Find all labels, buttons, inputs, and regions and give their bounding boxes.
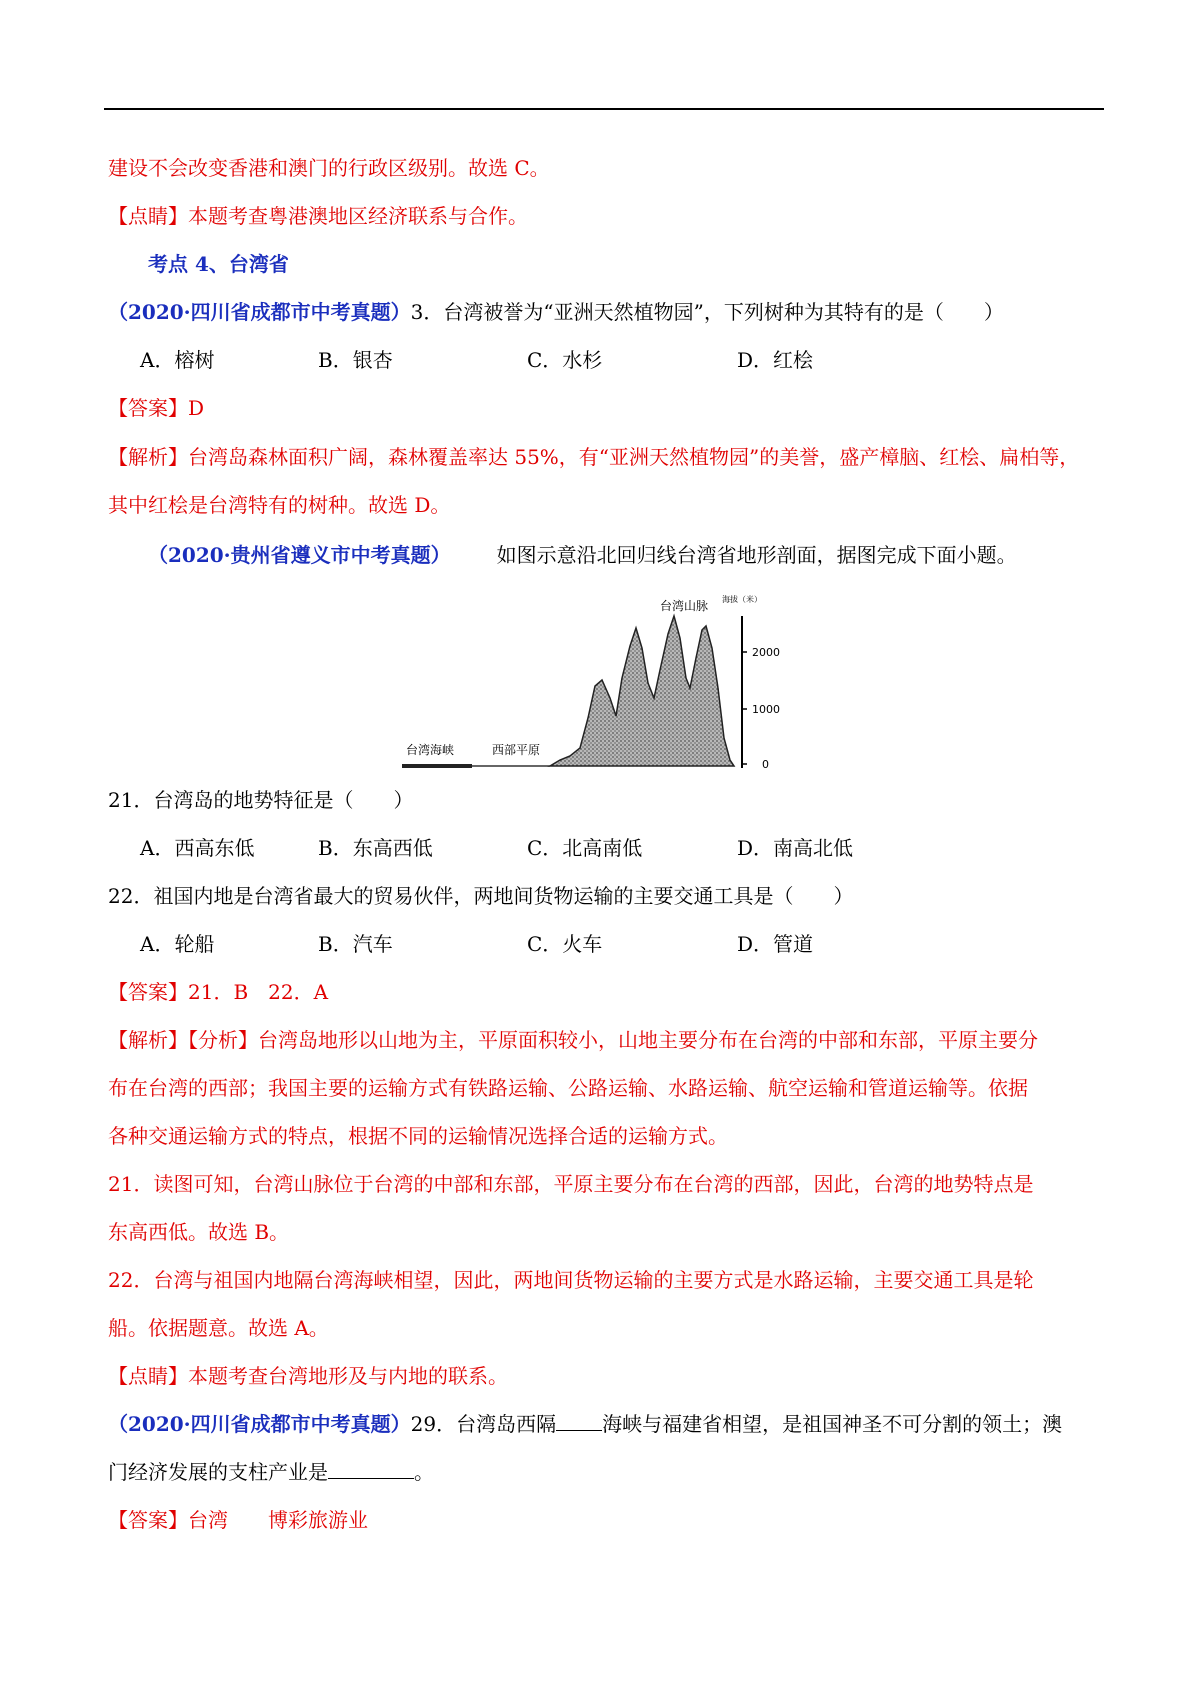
option-d: D．红桧 (737, 348, 814, 372)
option-b: B．汽车 (318, 932, 393, 956)
label-mountain: 台湾山脉 (660, 599, 709, 613)
key-point: 【点睛】本题考查粤港澳地区经济联系与合作。 (108, 204, 528, 228)
group-intro (148, 541, 1017, 569)
question-source: （2020·贵州省遵义市中考真题） (148, 543, 451, 567)
continued-analysis: 建设不会改变香港和澳门的行政区级别。故选 C。 (108, 156, 550, 180)
option-c: C．北高南低 (527, 836, 643, 860)
analysis-line: 布在台湾的西部；我国主要的运输方式有铁路运输、公路运输、水路运输、航空运输和管道运输等。依据 (108, 1076, 1028, 1100)
question-29-cont: 门经济发展的支柱产业是 。 (108, 1460, 434, 1484)
analysis-line: 【解析】台湾岛森林面积广阔，森林覆盖率达 55%，有“亚洲天然植物园”的美誉，盛产樟脑、红桧、扁柏等， (108, 445, 1080, 469)
analysis-line: 各种交通运输方式的特点，根据不同的运输情况选择合适的运输方式。 (108, 1124, 728, 1148)
analysis-line: 船。依据题意。故选 A。 (108, 1316, 329, 1340)
analysis-line: 22．台湾与祖国内地隔台湾海峡相望，因此，两地间货物运输的主要方式是水路运输，主要交通工具是轮 (108, 1268, 1034, 1292)
option-b: B．东高西低 (318, 836, 433, 860)
option-a: A．西高东低 (140, 836, 255, 860)
intro-text: 如图示意沿北回归线台湾省地形剖面，据图完成下面小题。 (496, 543, 1017, 567)
question-22: 22．祖国内地是台湾省最大的贸易伙伴，两地间货物运输的主要交通工具是（ ） (108, 884, 854, 908)
analysis-line: 【解析】【分析】台湾岛地形以山地为主，平原面积较小，山地主要分布在台湾的中部和东部，平原主要分 (108, 1028, 1038, 1052)
answer: 【答案】21．B 22．A (108, 980, 329, 1004)
option-a: A．榕树 (140, 348, 215, 372)
terrain-profile-chart (400, 588, 800, 772)
option-c: C．水杉 (527, 348, 603, 372)
option-b: B．银杏 (318, 348, 393, 372)
question-21: 21．台湾岛的地势特征是（ ） (108, 788, 414, 812)
question-3 (108, 298, 1004, 326)
tick-label-0: 0 (762, 758, 769, 771)
label-strait: 台湾海峡 (406, 743, 455, 757)
strait-surface (402, 764, 472, 768)
question-29: （2020·四川省成都市中考真题）29．台湾岛西隔 海峡与福建省相望，是祖国神圣不可分割的领土；澳 (108, 1412, 1063, 1436)
analysis-line: 东高西低。故选 B。 (108, 1220, 290, 1244)
analysis-line: 21．读图可知，台湾山脉位于台湾的中部和东部，平原主要分布在台湾的西部，因此，台湾的地势特点是 (108, 1172, 1034, 1196)
option-c: C．火车 (527, 932, 603, 956)
question-source: （2020·四川省成都市中考真题） (108, 300, 411, 324)
mountain-profile (550, 616, 734, 766)
section-heading: 考点 4、台湾省 (148, 252, 289, 276)
question-source: （2020·四川省成都市中考真题） (108, 1412, 411, 1436)
label-plain: 西部平原 (492, 743, 541, 757)
question-stem: 3．台湾被誉为“亚洲天然植物园”，下列树种为其特有的是（ ） (410, 300, 1004, 324)
analysis-line: 其中红桧是台湾特有的树种。故选 D。 (108, 493, 451, 517)
tick-label-1000: 1000 (752, 703, 780, 716)
option-d: D．管道 (737, 932, 814, 956)
tick-label-2000: 2000 (752, 646, 780, 659)
answer: 【答案】台湾 博彩旅游业 (108, 1508, 368, 1532)
key-point: 【点睛】本题考查台湾地形及与内地的联系。 (108, 1364, 508, 1388)
terrain-profile-figure (400, 588, 800, 772)
header-rule (104, 108, 1104, 110)
fill-blank (556, 1412, 602, 1431)
fill-blank (328, 1460, 414, 1479)
option-a: A．轮船 (140, 932, 215, 956)
answer: 【答案】D (108, 396, 205, 420)
option-d: D．南高北低 (737, 836, 854, 860)
label-elevation-unit: 海拔（米） (722, 595, 762, 604)
